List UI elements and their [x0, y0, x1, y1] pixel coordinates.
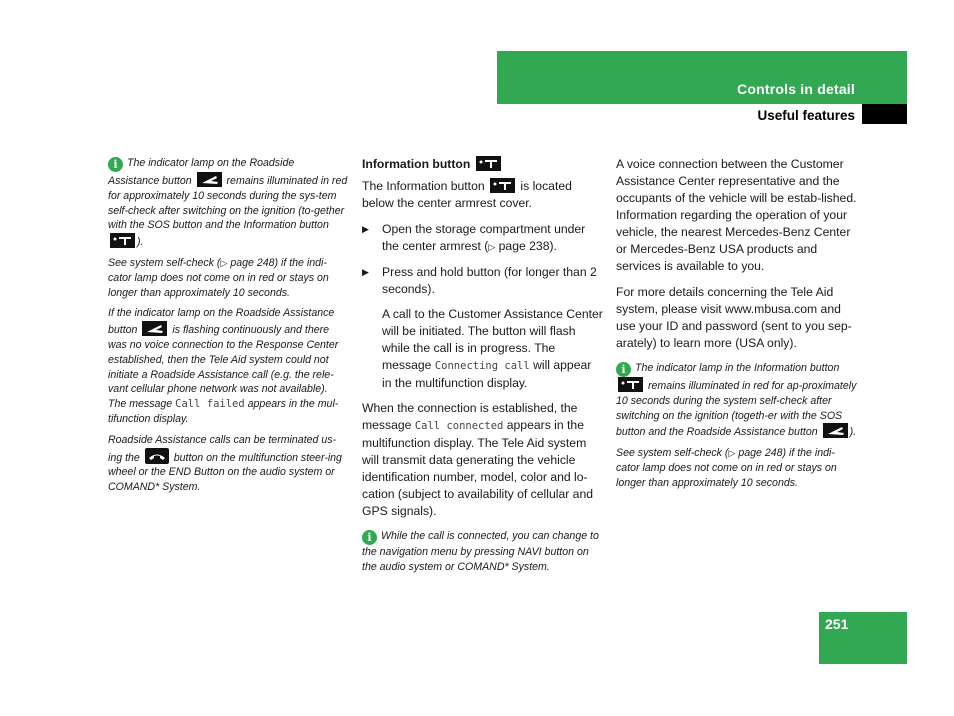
message-connecting-call: Connecting call — [434, 360, 530, 372]
paragraph: A call to the Customer Assistance Center will be initiated. The button will flash while the call is in progress. The message Connecting call will appear in the multifunction display. — [382, 307, 603, 390]
message-call-failed: Call failed — [175, 398, 245, 411]
flashing-note: If the indicator lamp on the Roadside Assistance button is flashing continuously and there was no voice connection to the Response Center established, then the Tele Aid system could not initiate a Roadside Assistance call (e.g. the rele-vant cellular phone network was not available). The message Call failed appears in the mul-tifunction display. — [108, 307, 339, 425]
column-left — [108, 156, 348, 501]
roadside-assistance-button-icon — [197, 172, 222, 187]
paragraph: For more details concerning the Tele Aid system, please visit www.mbusa.com and use your ID and password (sent to you sep-arately) to learn more (USA only). — [616, 285, 852, 350]
self-check-note: See system self-check (▷ page 248) if the indi-cator lamp does not come on in red or stays on longer than approximately 10 seconds. — [108, 256, 329, 299]
information-button-heading: Information button — [362, 156, 604, 173]
info-note: i The indicator lamp in the Information button remains illuminated in red for ap-proximately 10 seconds during the system self-check after switching on the ignition (togeth-er with the SOS button and the Roadside Assistance button ). — [616, 362, 857, 439]
terminate-note: Roadside Assistance calls can be terminated us-ing the button on the multifunction steer-ing wheel or the END Button on the audio system or COMAND* System. — [108, 433, 342, 494]
info-icon: i — [616, 362, 631, 377]
list-item: ▶ Open the storage compartment under the center armrest (▷ page 238). — [362, 222, 586, 253]
information-button-icon — [476, 156, 501, 171]
information-button-icon — [490, 178, 515, 193]
column-middle — [362, 156, 604, 581]
info-note: i The indicator lamp on the Roadside Assistance button remains illuminated in red for approximately 10 seconds during the sys-tem self-check after switching on the ignition (to-gether with the SOS button and the Information button ). — [108, 157, 348, 249]
page-reference-arrow-icon: ▷ — [488, 242, 496, 252]
page-reference-arrow-icon: ▷ — [728, 448, 736, 459]
info-icon: i — [362, 530, 377, 545]
info-note: i While the call is connected, you can change to the navigation menu by pressing NAVI button on the audio system or COMAND* System. — [362, 530, 599, 573]
chapter-title: Controls in detail — [737, 81, 855, 97]
self-check-note: See system self-check (▷ page 248) if the indi-cator lamp does not come on in red or stays on longer than approximately 10 seconds. — [616, 447, 837, 489]
roadside-assistance-button-icon — [823, 423, 848, 438]
column-right — [616, 156, 858, 497]
paragraph: When the connection is established, the message Call connected appears in the multifunction display. The Tele Aid system will transmit data generating the vehicle identification number, model, color and lo-cation (subject to availability of cellular and GPS signals). — [362, 401, 594, 518]
section-title: Useful features — [757, 108, 855, 123]
info-icon: i — [108, 157, 123, 172]
information-button-icon — [618, 377, 643, 392]
paragraph: A voice connection between the Customer Assistance Center representative and the occupants of the vehicle will be estab-lished. Information regarding the operation of your vehicle, the nearest Mercedes-Benz Center or Mercedes-Benz USA products and services is available to you. — [616, 157, 857, 273]
page-number: 251 — [825, 616, 849, 632]
page-reference-arrow-icon: ▷ — [220, 257, 228, 268]
paragraph: The Information button is located below the center armrest cover. — [362, 179, 572, 210]
bullet-icon: ▶ — [362, 267, 369, 277]
message-call-connected: Call connected — [414, 420, 504, 432]
bullet-icon: ▶ — [362, 224, 369, 234]
phone-end-button-icon — [145, 448, 169, 464]
roadside-assistance-button-icon — [142, 321, 167, 336]
list-item: ▶ Press and hold button (for longer than 2 seconds). — [362, 265, 597, 296]
section-tab — [862, 104, 907, 124]
information-button-icon — [110, 233, 135, 248]
